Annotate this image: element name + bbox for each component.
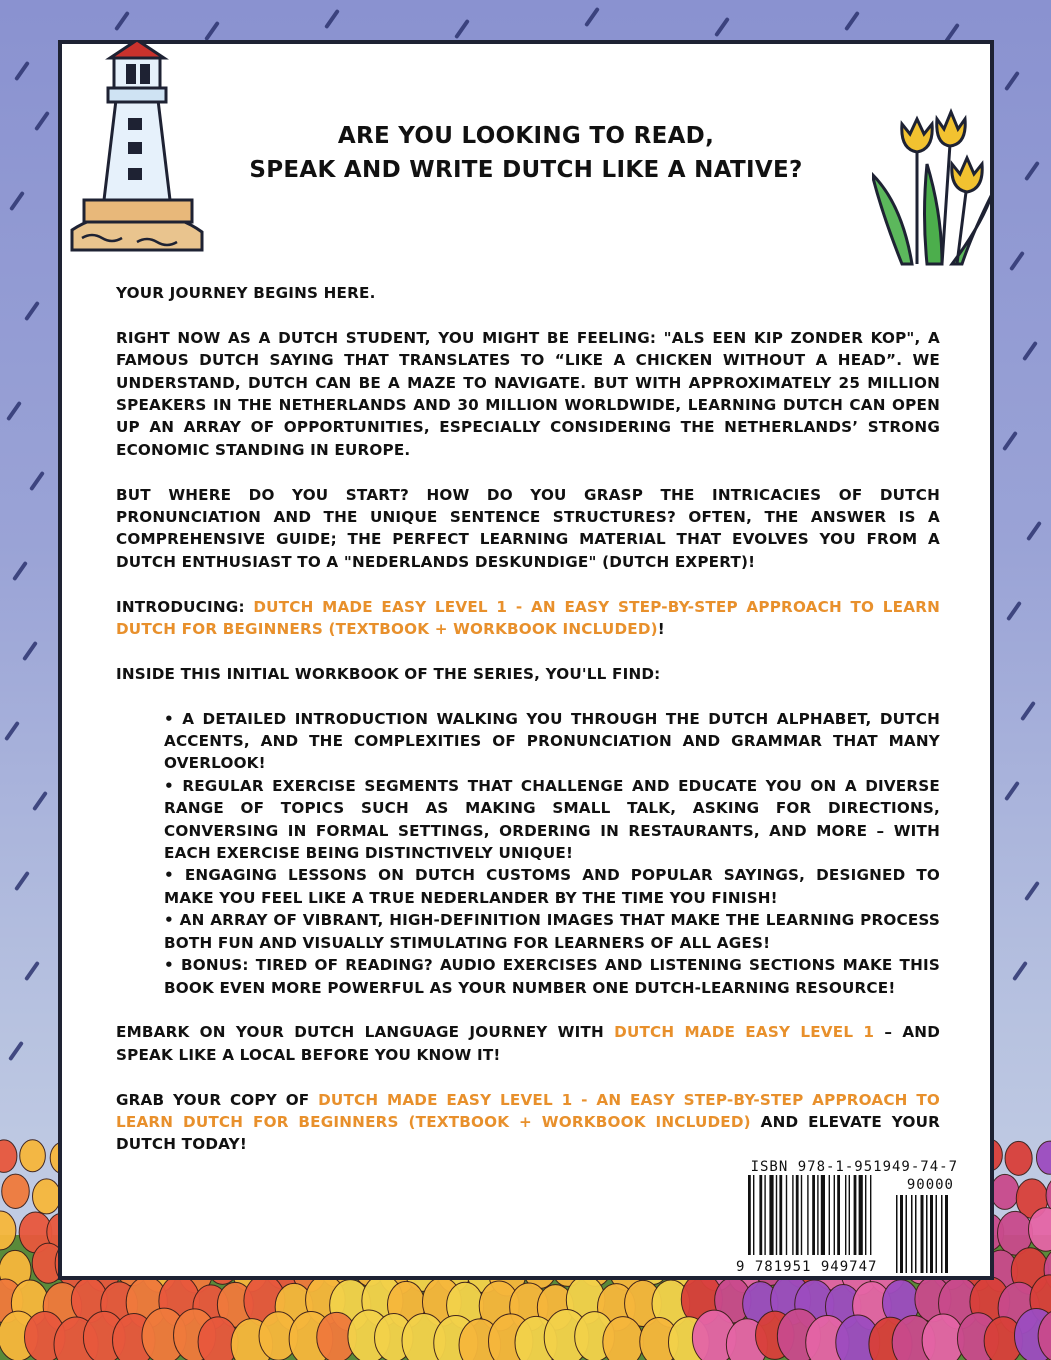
embark-paragraph: [116, 1021, 940, 1066]
rain-streak: [454, 19, 470, 39]
introducing-prefix: INTRODUCING:: [116, 597, 254, 616]
rain-streak: [1024, 161, 1040, 181]
list-item: • REGULAR EXERCISE SEGMENTS THAT CHALLENGE AND EDUCATE YOU ON A DIVERSE RANGE OF TOPICS SUCH AS MAKING SMALL TALK, ASKING FOR DIRECTIONS, CONVERSING IN FORMAL SETTINGS, ORDERING IN RESTAURANTS, AND MORE – WITH EACH EXERCISE BEING DISTINCTIVELY UNIQUE!: [164, 776, 940, 863]
rain-streak: [1009, 251, 1025, 271]
list-item: • AN ARRAY OF VIBRANT, HIGH-DEFINITION IMAGES THAT MAKE THE LEARNING PROCESS BOTH FUN AND VISUALLY STIMULATING FOR LEARNERS OF ALL AGES!: [164, 911, 940, 952]
intro-line: YOUR JOURNEY BEGINS HERE.: [116, 284, 376, 302]
rain-streak: [1024, 881, 1040, 901]
list-item: • BONUS: TIRED OF READING? AUDIO EXERCISES AND LISTENING SECTIONS MAKE THIS BOOK EVEN MORE POWERFUL AS YOUR NUMBER ONE DUTCH-LEARNING RESOURCE!: [164, 956, 940, 997]
book-title-highlight: DUTCH MADE EASY LEVEL 1 - AN EASY STEP-BY-STEP APPROACH TO LEARN DUTCH FOR BEGINNERS (TEXTBOOK + WORKBOOK INCLUDED): [116, 597, 941, 639]
grab-prefix: GRAB YOUR COPY OF: [116, 1090, 319, 1109]
price-code: 90000: [906, 1177, 954, 1193]
rain-streak: [204, 21, 220, 41]
headline-line-2: SPEAK AND WRITE DUTCH LIKE A NATIVE?: [249, 157, 803, 183]
grab-title-highlight: DUTCH MADE EASY LEVEL 1 - AN EASY STEP-BY-STEP APPROACH TO LEARN DUTCH FOR BEGINNERS (TEXTBOOK + WORKBOOK INCLUDED): [116, 1090, 940, 1131]
isbn-barcode: [736, 1157, 958, 1275]
rain-streak: [4, 721, 20, 741]
rain-streak: [1022, 341, 1038, 361]
feature-list: [116, 708, 940, 999]
rain-streak: [24, 961, 40, 981]
isbn-label: ISBN 978-1-951949-74-7: [750, 1159, 958, 1175]
grab-suffix: AND ELEVATE YOUR DUTCH TODAY!: [116, 1112, 940, 1154]
isbn-digits: 9 781951 949747: [736, 1259, 881, 1275]
embark-prefix: EMBARK ON YOUR DUTCH LANGUAGE JOURNEY WITH: [116, 1023, 615, 1042]
rain-streak: [1020, 701, 1036, 721]
rain-streak: [324, 9, 340, 29]
rain-streak: [1026, 521, 1042, 541]
inside-heading: INSIDE THIS INITIAL WORKBOOK OF THE SERIES, YOU'LL FIND:: [116, 664, 661, 683]
grab-paragraph: [116, 1089, 940, 1156]
rain-streak: [9, 191, 25, 211]
headline-line-1: ARE YOU LOOKING TO READ,: [337, 123, 715, 149]
list-item: • A DETAILED INTRODUCTION WALKING YOU THROUGH THE DUTCH ALPHABET, DUTCH ACCENTS, AND THE COMPLEXITIES OF PRONUNCIATION AND GRAMMAR THAT MANY OVERLOOK!: [164, 709, 940, 773]
rain-streak: [14, 61, 30, 81]
rain-streak: [12, 561, 28, 581]
rain-streak: [1004, 781, 1020, 801]
rain-streak: [6, 401, 22, 421]
paragraph-1: RIGHT NOW AS A DUTCH STUDENT, YOU MIGHT BE FEELING: "ALS EEN KIP ZONDER KOP", A FAMOUS DUTCH SAYING THAT TRANSLATES TO “LIKE A CHICKEN WITHOUT A HEAD”. WE UNDERSTAND, DUTCH CAN BE A MAZE TO NAVIGATE. BUT WITH APPROXIMATELY 25 MILLION SPEAKERS IN THE NETHERLANDS AND 30 MILLION WORLDWIDE, LEARNING DUTCH CAN OPEN UP AN ARRAY OF OPPORTUNITIES, ESPECIALLY CONSIDERING THE NETHERLANDS’ STRONG ECONOMIC STANDING IN EUROPE.: [116, 328, 940, 459]
description-body: [116, 282, 940, 1178]
rain-streak: [1012, 961, 1028, 981]
list-item: • ENGAGING LESSONS ON DUTCH CUSTOMS AND POPULAR SAYINGS, DESIGNED TO MAKE YOU FEEL LIKE A TRUE NEDERLANDER BY THE TIME YOU FINISH!: [164, 866, 940, 907]
rain-streak: [584, 7, 600, 27]
rain-streak: [1002, 431, 1018, 451]
rain-streak: [8, 1041, 24, 1061]
embark-suffix: – AND SPEAK LIKE A LOCAL BEFORE YOU KNOW IT!: [116, 1023, 940, 1064]
rain-streak: [29, 471, 45, 491]
rain-streak: [714, 17, 730, 37]
rain-streak: [1006, 601, 1022, 621]
rain-streak: [32, 791, 48, 811]
rain-streak: [24, 301, 40, 321]
rain-streak: [22, 641, 38, 661]
paragraph-2: BUT WHERE DO YOU START? HOW DO YOU GRASP THE INTRICACIES OF DUTCH PRONUNCIATION AND THE UNIQUE SENTENCE STRUCTURES? OFTEN, THE ANSWER IS A COMPREHENSIVE GUIDE; THE PERFECT LEARNING MATERIAL THAT EVOLVES YOU FROM A DUTCH ENTHUSIAST TO A "NEDERLANDS DESKUNDIGE" (DUTCH EXPERT)!: [116, 485, 940, 571]
rain-streak: [1004, 71, 1020, 91]
introducing-suffix: !: [657, 620, 665, 639]
content-panel: [58, 40, 994, 1280]
embark-title-highlight: DUTCH MADE EASY LEVEL 1: [614, 1023, 875, 1042]
rain-streak: [844, 11, 860, 31]
rain-streak: [14, 871, 30, 891]
headline: [62, 119, 990, 187]
rain-streak: [114, 11, 130, 31]
introducing-paragraph: [116, 596, 940, 641]
rain-streak: [34, 111, 50, 131]
